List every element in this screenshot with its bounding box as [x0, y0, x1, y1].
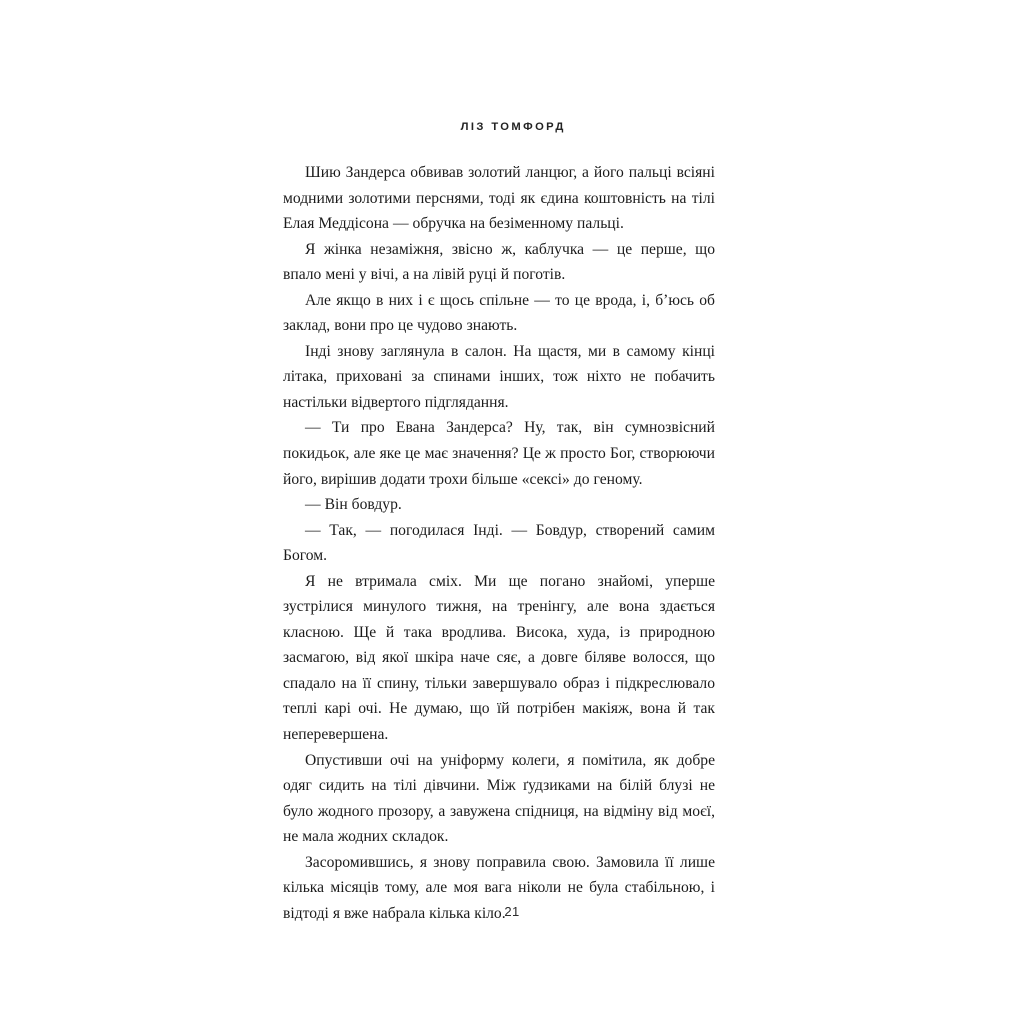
paragraph: Я не втримала сміх. Ми ще погано знайомі, уперше зустрілися минулого тижня, на тренінгу, але вона здається класною. Ще й така вродлива. Висока, худа, із природною засмагою, від якої шкіра наче сяє, а довге біляве волосся, що спадало на її спину, тільки завершувало образ і підкреслювало теплі карі очі. Не думаю, що їй потрібен макіяж, вона й так неперевершена.: [283, 572, 715, 744]
page-number: 21: [504, 904, 520, 919]
body-text-block: [283, 160, 715, 926]
paragraph-dialogue: — Ти про Евана Зандерса? Ну, так, він сумнозвісний покидьок, але яке це має значення? Це ж просто Бог, створюючи його, вирішив додати трохи більше «сексі» до геному.: [283, 419, 715, 488]
paragraph: Шию Зандерса обвивав золотий ланцюг, а його пальці всіяні модними золотими перснями, тоді як єдина коштовність на тілі Елая Меддісона — обручка на безіменному пальці.: [283, 164, 715, 233]
running-head: ЛІЗ ТОМФОРД: [460, 121, 566, 133]
paragraph: Але якщо в них і є щось спільне — то це врода, і, б’юсь об заклад, вони про це чудово знають.: [283, 291, 715, 335]
paragraph-dialogue: — Так, — погодилася Інді. — Бовдур, створений самим Богом.: [283, 521, 715, 565]
paragraph: Я жінка незаміжня, звісно ж, каблучка — це перше, що впало мені у вічі, а на лівій руці й поготів.: [283, 240, 715, 284]
paragraph: Засоромившись, я знову поправила свою. Замовила її лише кілька місяців тому, але моя вага ніколи не була стабільною, і відтоді я вже набрала кілька кіло.: [283, 853, 715, 922]
paragraph: Інді знову заглянула в салон. На щастя, ми в самому кінці літака, приховані за спинами інших, тож ніхто не побачить настільки відвертого підглядання.: [283, 342, 715, 411]
paragraph: Опустивши очі на уніформу колеги, я помітила, як добре одяг сидить на тілі дівчини. Між ґудзиками на білій блузі не було жодного прозору, а завужена спідниця, на відміну від моєї, не мала жодних складок.: [283, 751, 715, 846]
paragraph-dialogue: — Він бовдур.: [305, 496, 402, 514]
